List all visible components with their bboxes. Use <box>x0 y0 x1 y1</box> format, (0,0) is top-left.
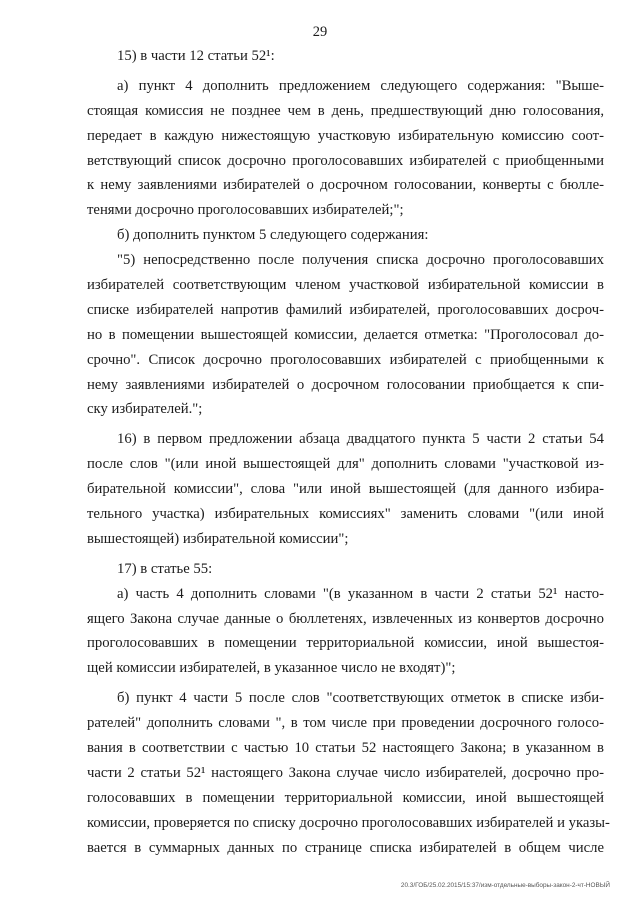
text-line: нему заявлениями избирателей о досрочном голосовании приобщается к спи- <box>87 376 604 393</box>
text-line: а) пункт 4 дополнить предложением следующего содержания: "Выше- <box>117 77 604 94</box>
text-line: вышестоящей) избирательной комиссии"; <box>87 530 349 547</box>
text-line: 17) в статье 55: <box>117 560 213 577</box>
text-line: тенями досрочно проголосовавших избирателей;"; <box>87 202 404 219</box>
text-line: списке избирателей напротив фамилий избирателей, проголосовавших досроч- <box>87 301 604 318</box>
text-line: части 2 статьи 52¹ настоящего Закона случае число избирателей, досрочно про- <box>87 764 604 781</box>
text-line: 15) в части 12 статьи 52¹: <box>117 48 275 64</box>
text-line: щей комиссии избирателей, в указанное число не входят)"; <box>87 660 456 677</box>
text-line: ску избирателей."; <box>87 401 203 418</box>
document-body <box>87 44 610 861</box>
text-line: срочно". Список досрочно проголосовавших избирателей с приобщенными к <box>87 351 604 368</box>
text-line: комиссии, проверяется по списку досрочно проголосовавших избирателей и указы- <box>87 814 610 831</box>
text-line: после слов "(или иной вышестоящей для" дополнить словами "участковой из- <box>87 456 604 473</box>
text-line: б) дополнить пунктом 5 следующего содержания: <box>117 227 429 244</box>
text-line: к нему заявлениями избирателей о досрочном голосовании, конверты с бюлле- <box>87 177 604 194</box>
text-line: голосовавших в помещении территориальной комиссии, иной вышестоящей <box>87 789 604 806</box>
footer-document-code: 20.3/ГОБ/25.02.2015/15:37/изм-отдельные-выборы-закон-2-чт-НОВЫЙ <box>400 882 610 889</box>
text-line: проголосовавших в помещении территориальной комиссии, иной вышестоя- <box>87 635 604 652</box>
text-line: ящего Закона случае данные о бюллетенях, извлеченных из конвертов досрочно <box>87 610 604 627</box>
text-line: тельного участка) избирательных комиссиях" заменить словами "(или иной <box>87 506 604 523</box>
text-line: а) часть 4 дополнить словами "(в указанном в части 2 статьи 52¹ насто- <box>117 585 604 602</box>
text-line: но в помещении вышестоящей комиссии, делается отметка: "Проголосовал до- <box>87 326 604 343</box>
text-line: вается в суммарных данных по странице списка избирателей в общем числе <box>87 839 604 856</box>
text-line: "5) непосредственно после получения списка досрочно проголосовавших <box>117 252 604 269</box>
text-line: избирателей соответствующим членом участковой избирательной комиссии в <box>87 277 604 294</box>
text-line: ветствующий список досрочно проголосовавших избирателей с приобщенными <box>87 152 604 169</box>
text-line: бирательной комиссии", слова "или иной вышестоящей (для данного избира- <box>87 481 604 498</box>
text-line: б) пункт 4 части 5 после слов "соответствующих отметок в списке изби- <box>117 690 604 707</box>
text-line: 16) в первом предложении абзаца двадцатого пункта 5 части 2 статьи 54 <box>117 431 604 448</box>
text-line: стоящая комиссия не позднее чем в день, предшествующий дню голосования, <box>87 102 604 119</box>
text-line: вания в соответствии с частью 10 статьи 52 настоящего Закона; в указанном в <box>87 740 604 757</box>
text-line: передает в каждую нижестоящую участковую избирательную комиссию соот- <box>87 127 604 144</box>
page-number: 29 <box>312 24 328 40</box>
text-line: рателей" дополнить словами ", в том числе при проведении досрочного голосо- <box>87 715 604 732</box>
